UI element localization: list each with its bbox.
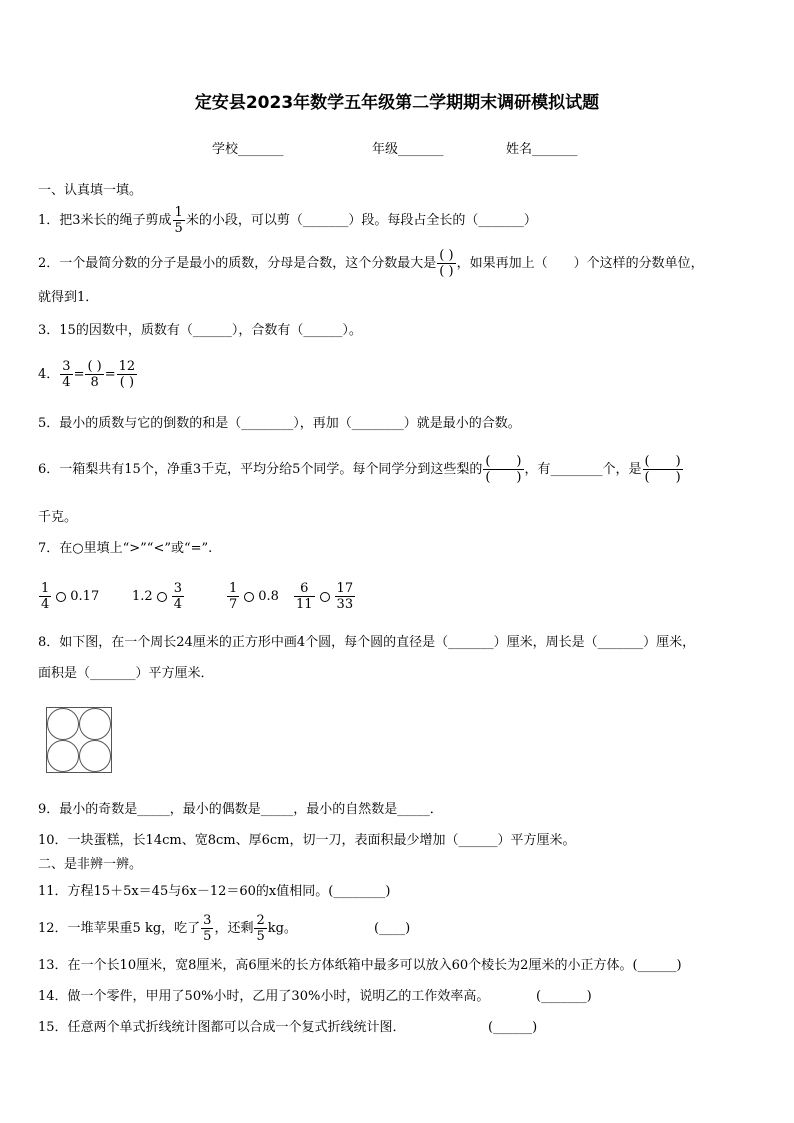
- q8-continuation: 面积是（_______）平方厘米．: [38, 666, 214, 681]
- circle-bottom-right: [80, 741, 111, 772]
- q7-4-left-numerator: 6: [294, 582, 315, 597]
- q4-a-numerator: 3: [62, 359, 71, 374]
- circle-top-right: [80, 709, 111, 740]
- q7-3-numerator: 1: [229, 581, 238, 596]
- q6-f2-denominator: ( ): [644, 470, 681, 485]
- q12-fraction-left: [254, 914, 266, 943]
- q12-text-pre: 12．一堆苹果重5 kg，吃了: [38, 921, 201, 936]
- q7-2-numerator: 3: [173, 581, 182, 596]
- q6-f1-numerator: ( ): [485, 454, 522, 469]
- q1-denominator: 5: [174, 221, 183, 236]
- q7-item-3: [226, 578, 279, 616]
- q6-f1-denominator: ( ): [485, 470, 522, 485]
- q12-answer-blank[interactable]: (____): [374, 921, 411, 936]
- question-3: 3．15的因数中，质数有（______），合数有（______）。: [38, 323, 362, 338]
- q12-text-post: kg。: [267, 921, 297, 936]
- q7-1-numerator: 1: [41, 581, 50, 596]
- name-field[interactable]: 姓名_______: [506, 142, 578, 157]
- question-9: 9．最小的奇数是_____，最小的偶数是_____，最小的自然数是_____．: [38, 802, 443, 817]
- q2-fraction: [437, 249, 455, 278]
- question-4: [38, 356, 138, 394]
- q7-1-denominator: 4: [41, 597, 50, 612]
- q7-1-value: 0.17: [70, 589, 100, 604]
- q4-a-denominator: 4: [62, 375, 71, 390]
- q7-3-answer-circle[interactable]: [244, 592, 254, 602]
- question-8: 8．如下图，在一个周长24厘米的正方形中画4个圆，每个圆的直径是（_______）厘米，周长是（_______）厘米，: [38, 635, 696, 650]
- section-heading-fill: 一、认真填一填。: [38, 183, 143, 198]
- grade-field[interactable]: 年级_______: [372, 142, 444, 157]
- q7-2-answer-circle[interactable]: [157, 592, 167, 602]
- circle-top-left: [48, 709, 79, 740]
- question-1: [38, 205, 537, 237]
- q7-4-fraction-right: [335, 582, 356, 611]
- q12-left-denominator: 5: [256, 929, 265, 944]
- question-7: 7．在○里填上“>”“<”或“=”.: [38, 541, 213, 556]
- q7-4-right-numerator: 17: [336, 581, 354, 596]
- q7-4-right-denominator: 33: [336, 597, 354, 612]
- question-10: 10．一块蛋糕，长14cm、宽8cm、厚6cm，切一刀，表面积最少增加（______）平方厘米。: [38, 833, 576, 848]
- q4-b-denominator: 8: [90, 375, 99, 390]
- question-14: 14．做一个零件，甲用了50%小时，乙用了30%小时，说明乙的工作效率高。: [38, 989, 490, 1004]
- q7-item-2: [132, 578, 185, 616]
- q4-label: 4．: [38, 367, 60, 382]
- q15-answer-blank[interactable]: (______): [488, 1020, 538, 1035]
- question-5: 5．最小的质数与它的倒数的和是（________），再加（________）就是最小的合数。: [38, 416, 521, 431]
- q2-denominator: ( ): [439, 264, 454, 279]
- q6-fraction-1: [483, 455, 523, 484]
- q4-fraction-a: [60, 360, 72, 389]
- circle-bottom-left: [48, 741, 79, 772]
- q12-eaten-denominator: 5: [203, 929, 212, 944]
- q7-4-answer-circle[interactable]: [320, 592, 330, 602]
- q1-numerator: 1: [174, 205, 183, 220]
- q7-3-denominator: 7: [229, 597, 238, 612]
- q7-item-1: [38, 578, 99, 616]
- school-field[interactable]: 学校_______: [212, 142, 284, 157]
- page-title: 定安县2023年数学五年级第二学期期末调研模拟试题: [194, 93, 600, 113]
- q2-text-post: ，如果再加上（ ）个这样的分数单位，: [456, 256, 704, 271]
- question-6: [38, 450, 684, 490]
- question-11: 11．方程15＋5x＝45与6x－12＝60的x值相同。(________): [38, 884, 391, 899]
- question-12: [38, 910, 297, 948]
- question-13: 13．在一个长10厘米，宽8厘米，高6厘米的长方体纸箱中最多可以放入60个棱长为2厘米的小正方体。(______): [38, 958, 682, 973]
- q4-fraction-c: [117, 360, 138, 389]
- q7-2-denominator: 4: [173, 597, 182, 612]
- q6-continuation: 千克。: [38, 510, 78, 525]
- q12-fraction-eaten: [201, 914, 213, 943]
- q2-text-pre: 2．一个最简分数的分子是最小的质数，分母是合数，这个分数最大是: [38, 256, 437, 271]
- q7-2-value: 1.2: [132, 589, 153, 604]
- q7-4-fraction-left: [294, 582, 315, 611]
- q4-c-denominator: ( ): [119, 375, 135, 390]
- question-2: [38, 247, 704, 281]
- q12-eaten-numerator: 3: [203, 913, 212, 928]
- square-outline: [47, 708, 112, 773]
- q7-3-value: 0.8: [258, 589, 279, 604]
- q4-equals-1: =: [73, 367, 85, 382]
- q2-continuation: 就得到1．: [38, 290, 99, 305]
- q1-fraction: [173, 206, 185, 235]
- q7-1-fraction: [39, 582, 51, 611]
- q4-fraction-b: [85, 360, 103, 389]
- question-15: 15．任意两个单式折线统计图都可以合成一个复式折线统计图．: [38, 1020, 406, 1035]
- q12-text-mid: ，还剩: [214, 921, 254, 936]
- q6-fraction-2: [643, 455, 683, 484]
- q1-text-pre: 1．把3米长的绳子剪成: [38, 213, 172, 228]
- q2-numerator: ( ): [439, 248, 454, 263]
- square-four-circles-figure: [46, 707, 112, 773]
- q6-text-mid: ，有________个，是: [524, 462, 642, 477]
- q1-text-post: 米的小段，可以剪（_______）段。每段占全长的（_______）: [185, 213, 537, 228]
- q6-text-pre: 6．一箱梨共有15个，净重3千克，平均分给5个同学。每个同学分到这些梨的: [38, 462, 483, 477]
- q4-c-numerator: 12: [118, 359, 136, 374]
- q7-4-left-denominator: 11: [296, 597, 313, 612]
- q7-2-fraction: [172, 582, 184, 611]
- q12-left-numerator: 2: [256, 913, 265, 928]
- q4-equals-2: =: [104, 367, 116, 382]
- q7-3-fraction: [227, 582, 239, 611]
- q6-f2-numerator: ( ): [644, 454, 681, 469]
- q7-item-4: [293, 578, 356, 616]
- q4-b-numerator: ( ): [87, 359, 102, 374]
- q14-answer-blank[interactable]: (_______): [536, 989, 592, 1004]
- q7-1-answer-circle[interactable]: [56, 592, 66, 602]
- section-heading-judge: 二、是非辨一辨。: [38, 857, 143, 872]
